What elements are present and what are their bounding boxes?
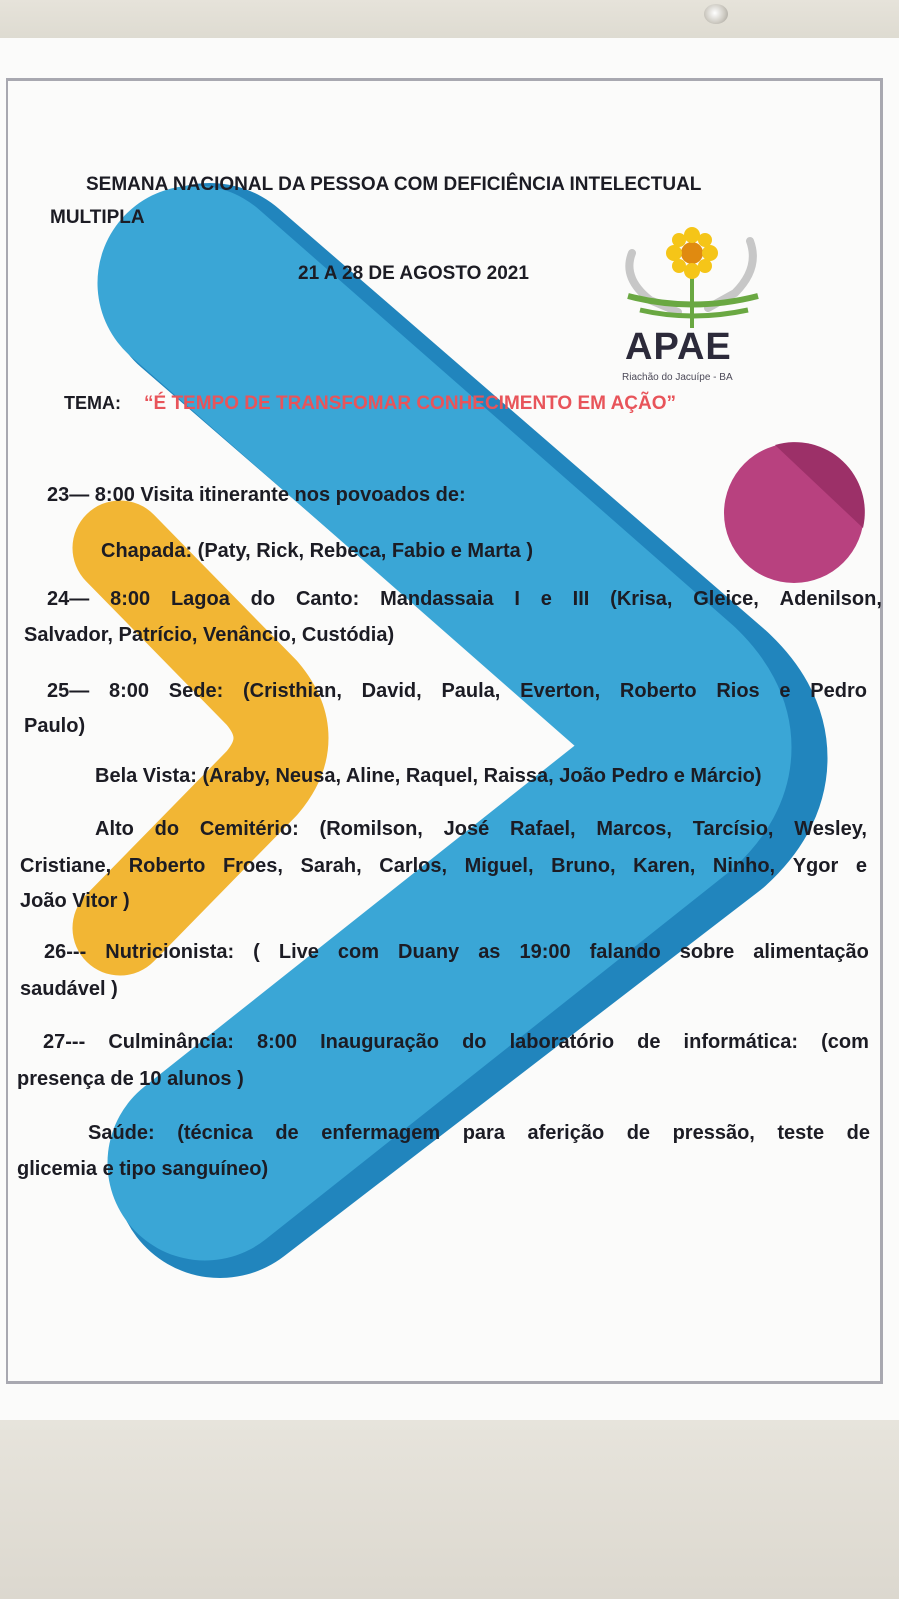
- word: Nutricionista:: [105, 941, 235, 963]
- word: Rios: [716, 680, 760, 702]
- word: Roberto: [128, 855, 206, 877]
- apae-logo-location: Riachão do Jacuípe - BA: [622, 372, 733, 383]
- theme-label: TEMA:: [64, 393, 121, 413]
- flyer-paper: [0, 38, 899, 1422]
- word: (Cristhian,: [243, 680, 342, 702]
- word: Saúde:: [88, 1122, 155, 1144]
- word: enfermagem: [321, 1122, 441, 1144]
- word: 8:00: [110, 588, 151, 610]
- word: Sarah,: [300, 855, 362, 877]
- word: Karen,: [633, 855, 696, 877]
- alto-cemiterio-entry-continued: [20, 855, 867, 878]
- word: Canto:: [295, 588, 360, 610]
- word: 25—: [47, 680, 90, 702]
- day-24-entry-continued: Salvador, Patrício, Venâncio, Custódia): [24, 624, 395, 646]
- word: José: [443, 818, 490, 840]
- event-title-continued: MULTIPLA: [50, 207, 145, 228]
- word: Duany: [398, 941, 460, 963]
- thumbtack: [704, 4, 728, 24]
- day-27-entry-continued: presença de 10 alunos ): [17, 1068, 244, 1090]
- chapada-entry: Chapada: (Paty, Rick, Rebeca, Fabio e Marta ): [101, 540, 533, 562]
- word: Roberto: [619, 680, 697, 702]
- word: as: [478, 941, 501, 963]
- word: do: [250, 588, 276, 610]
- word: de: [846, 1122, 870, 1144]
- word: (técnica: [177, 1122, 253, 1144]
- word: de: [637, 1031, 661, 1053]
- word: do: [154, 818, 180, 840]
- day-25-entry: [47, 680, 867, 703]
- word: Lagoa: [170, 588, 230, 610]
- word: Culminância:: [108, 1031, 234, 1053]
- day-24-entry: [47, 588, 882, 611]
- day-26-entry: [44, 941, 869, 964]
- word: Adenilson,: [779, 588, 882, 610]
- word: (: [253, 941, 260, 963]
- word: Sede:: [168, 680, 224, 702]
- word: de: [275, 1122, 299, 1144]
- alto-cemiterio-entry-end: João Vitor ): [20, 890, 130, 912]
- word: Live: [278, 941, 319, 963]
- day-27-entry: [43, 1031, 869, 1054]
- word: Mandassaia: [380, 588, 494, 610]
- word: Inauguração: [320, 1031, 439, 1053]
- word: 8:00: [109, 680, 150, 702]
- word: laboratório: [509, 1031, 615, 1053]
- word: Ninho,: [712, 855, 776, 877]
- word: Ygor: [792, 855, 839, 877]
- word: III: [572, 588, 590, 610]
- word: e: [855, 855, 867, 877]
- word: 24—: [47, 588, 90, 610]
- alto-cemiterio-entry: [95, 818, 867, 841]
- word: e: [540, 588, 552, 610]
- word: Bruno,: [551, 855, 616, 877]
- word: com: [337, 941, 380, 963]
- word: Alto: [95, 818, 134, 840]
- word: Cristiane,: [20, 855, 112, 877]
- word: Marcos,: [596, 818, 672, 840]
- word: falando: [589, 941, 661, 963]
- word: (com: [821, 1031, 869, 1053]
- word: 19:00: [519, 941, 571, 963]
- word: pressão,: [672, 1122, 755, 1144]
- word: (Krisa,: [610, 588, 673, 610]
- word: I: [514, 588, 520, 610]
- word: 8:00: [256, 1031, 297, 1053]
- word: e: [779, 680, 791, 702]
- word: Froes,: [222, 855, 283, 877]
- event-dates: 21 A 28 DE AGOSTO 2021: [298, 263, 529, 284]
- word: Miguel,: [464, 855, 534, 877]
- word: Rafael,: [510, 818, 576, 840]
- word: Tarcísio,: [692, 818, 774, 840]
- word: Everton,: [520, 680, 601, 702]
- bela-vista-entry: Bela Vista: (Araby, Neusa, Aline, Raquel, Raissa, João Pedro e Márcio): [95, 765, 762, 787]
- theme-text: “É TEMPO DE TRANSFOMAR CONHECIMENTO EM AÇÃO”: [144, 393, 677, 414]
- word: para: [462, 1122, 505, 1144]
- day-23-entry: 23— 8:00 Visita itinerante nos povoados de:: [47, 484, 466, 506]
- day-26-entry-continued: saudável ): [20, 978, 118, 1000]
- word: 27---: [43, 1031, 86, 1053]
- word: de: [626, 1122, 651, 1144]
- apae-logo-text: APAE: [625, 326, 732, 368]
- wall-background-bottom: [0, 1420, 899, 1599]
- word: 26---: [44, 941, 87, 963]
- word: teste: [777, 1122, 825, 1144]
- word: do: [462, 1031, 487, 1053]
- flyer-text: [0, 38, 899, 1422]
- word: aferição: [527, 1122, 605, 1144]
- word: Paula,: [441, 680, 501, 702]
- event-title: SEMANA NACIONAL DA PESSOA COM DEFICIÊNCIA INTELECTUAL: [86, 174, 702, 195]
- word: alimentação: [753, 941, 869, 963]
- word: David,: [361, 680, 422, 702]
- saude-entry: [88, 1122, 870, 1145]
- word: (Romilson,: [319, 818, 423, 840]
- word: sobre: [679, 941, 735, 963]
- word: Gleice,: [693, 588, 759, 610]
- day-25-entry-continued: Paulo): [24, 715, 86, 737]
- word: Pedro: [810, 680, 867, 702]
- word: informática:: [683, 1031, 799, 1053]
- word: Wesley,: [794, 818, 867, 840]
- saude-entry-continued: glicemia e tipo sanguíneo): [17, 1158, 269, 1180]
- word: Carlos,: [379, 855, 448, 877]
- word: Cemitério:: [199, 818, 299, 840]
